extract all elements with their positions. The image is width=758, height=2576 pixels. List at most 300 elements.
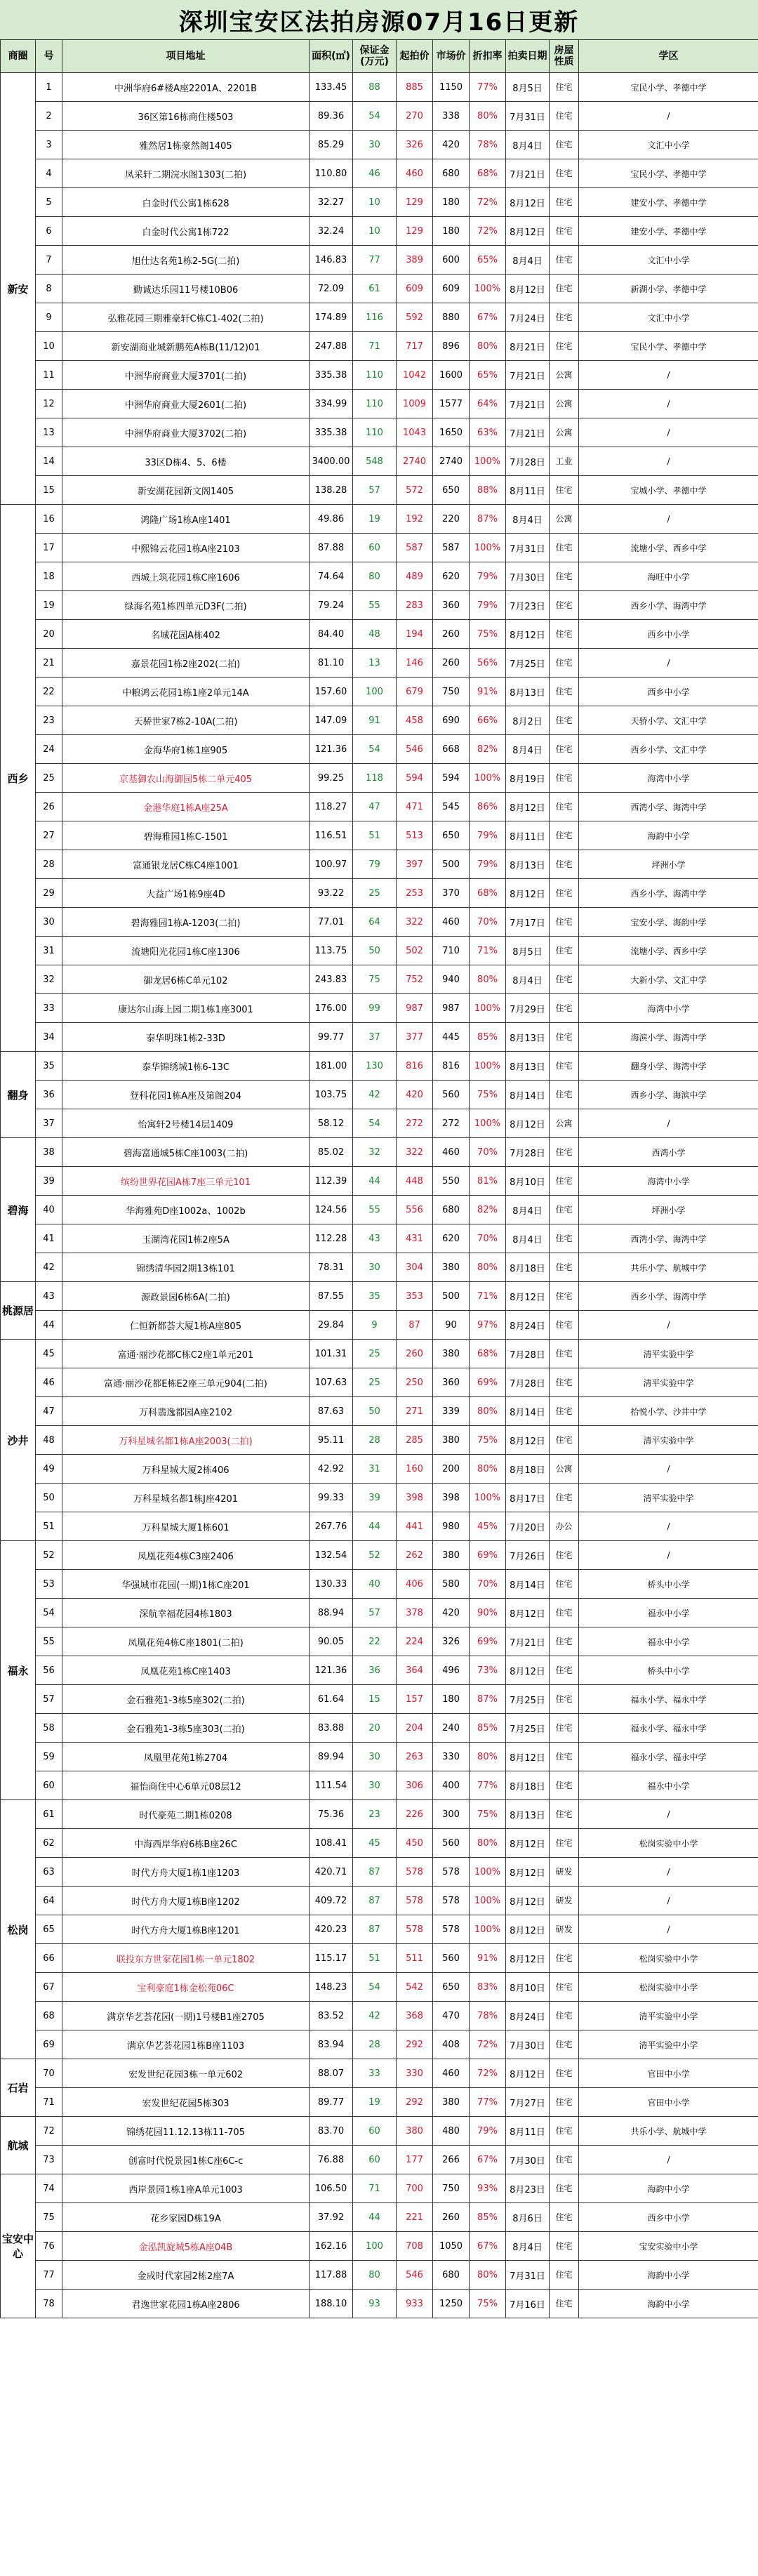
start-price-cell: 542	[397, 1973, 433, 2002]
address-cell: 36区第16栋商住楼503	[62, 102, 310, 131]
seq-cell: 75	[36, 2203, 62, 2232]
property-type-cell: 住宅	[550, 1253, 579, 1282]
start-price-cell: 885	[397, 73, 433, 102]
market-price-cell: 1050	[433, 2232, 470, 2261]
start-price-cell: 322	[397, 908, 433, 937]
school-cell: 拾悦小学、沙井中学	[579, 1397, 758, 1426]
start-price-cell: 160	[397, 1455, 433, 1484]
address-cell: 碧海雅园1栋A-1203(二拍)	[62, 908, 310, 937]
table-row	[1, 1109, 758, 1138]
school-cell: 松岗实验中小学	[579, 1944, 758, 1973]
school-cell: /	[579, 1858, 758, 1887]
table-row	[1, 390, 758, 418]
auction-date-cell: 7月26日	[506, 1541, 550, 1570]
deposit-cell: 44	[353, 2203, 397, 2232]
market-price-cell: 300	[433, 1800, 470, 1829]
discount-cell: 77%	[470, 2088, 506, 2117]
area-cell: 83.88	[310, 1714, 353, 1743]
start-price-cell: 1009	[397, 390, 433, 418]
discount-cell: 100%	[470, 275, 506, 303]
deposit-cell: 87	[353, 1915, 397, 1944]
discount-cell: 85%	[470, 2203, 506, 2232]
market-price-cell: 380	[433, 1541, 470, 1570]
school-cell: /	[579, 1800, 758, 1829]
address-cell: 金泓凯旋城5栋A座04B	[62, 2232, 310, 2261]
market-price-cell: 609	[433, 275, 470, 303]
auction-date-cell: 8月13日	[506, 1052, 550, 1081]
area-cell: 115.17	[310, 1944, 353, 1973]
school-cell: /	[579, 649, 758, 678]
table-body	[1, 73, 758, 2318]
area-cell: 124.56	[310, 1196, 353, 1224]
market-price-cell: 380	[433, 1340, 470, 1368]
seq-cell: 56	[36, 1656, 62, 1685]
discount-cell: 100%	[470, 447, 506, 476]
seq-cell: 44	[36, 1311, 62, 1340]
market-price-cell: 408	[433, 2030, 470, 2059]
auction-date-cell: 8月5日	[506, 73, 550, 102]
seq-cell: 62	[36, 1829, 62, 1858]
deposit-cell: 57	[353, 1599, 397, 1627]
start-price-cell: 368	[397, 2002, 433, 2030]
auction-date-cell: 8月4日	[506, 2232, 550, 2261]
deposit-cell: 116	[353, 303, 397, 332]
discount-cell: 80%	[470, 1743, 506, 1771]
seq-cell: 71	[36, 2088, 62, 2117]
seq-cell: 7	[36, 246, 62, 275]
property-type-cell: 住宅	[550, 764, 579, 793]
address-cell: 中粮鸿云花园1栋1座2单元14A	[62, 678, 310, 706]
property-type-cell: 住宅	[550, 1656, 579, 1685]
auction-date-cell: 7月21日	[506, 418, 550, 447]
auction-date-cell: 8月18日	[506, 1455, 550, 1484]
table-row	[1, 821, 758, 850]
start-price-cell: 272	[397, 1109, 433, 1138]
property-type-cell: 住宅	[550, 2059, 579, 2088]
discount-cell: 75%	[470, 1800, 506, 1829]
seq-cell: 72	[36, 2117, 62, 2146]
header-market-price: 市场价	[433, 40, 470, 73]
property-type-cell: 住宅	[550, 1023, 579, 1052]
seq-cell: 13	[36, 418, 62, 447]
table-row	[1, 1282, 758, 1311]
auction-date-cell: 8月14日	[506, 1570, 550, 1599]
deposit-cell: 57	[353, 476, 397, 505]
address-cell: 富通银龙居C栋C4座1001	[62, 850, 310, 879]
table-row	[1, 1426, 758, 1455]
area-cell: 335.38	[310, 361, 353, 390]
address-cell: 勤诚达乐园11号楼10B06	[62, 275, 310, 303]
property-type-cell: 住宅	[550, 735, 579, 764]
district-cell: 宝安中心	[1, 2174, 36, 2318]
auction-date-cell: 8月18日	[506, 1771, 550, 1800]
start-price-cell: 146	[397, 649, 433, 678]
deposit-cell: 54	[353, 1973, 397, 2002]
address-cell: 中海西岸华府6栋B座26C	[62, 1829, 310, 1858]
address-cell: 西城上筑花园1栋C座1606	[62, 562, 310, 591]
school-cell: 建安小学、孝德中学	[579, 217, 758, 246]
auction-date-cell: 8月4日	[506, 505, 550, 534]
discount-cell: 65%	[470, 361, 506, 390]
deposit-cell: 40	[353, 1570, 397, 1599]
deposit-cell: 44	[353, 1167, 397, 1196]
area-cell: 147.09	[310, 706, 353, 735]
table-row	[1, 1253, 758, 1282]
table-row	[1, 850, 758, 879]
table-row	[1, 1887, 758, 1915]
table-row	[1, 1743, 758, 1771]
start-price-cell: 546	[397, 2261, 433, 2290]
property-type-cell: 住宅	[550, 246, 579, 275]
discount-cell: 72%	[470, 217, 506, 246]
auction-date-cell: 7月27日	[506, 2088, 550, 2117]
auction-date-cell: 7月28日	[506, 447, 550, 476]
district-cell: 航城	[1, 2117, 36, 2174]
auction-date-cell: 8月18日	[506, 1253, 550, 1282]
school-cell: 流塘小学、西乡中学	[579, 937, 758, 965]
discount-cell: 100%	[470, 1109, 506, 1138]
auction-date-cell: 8月4日	[506, 735, 550, 764]
auction-date-cell: 8月12日	[506, 217, 550, 246]
start-price-cell: 353	[397, 1282, 433, 1311]
header-property-type: 房屋性质	[550, 40, 579, 73]
auction-date-cell: 7月21日	[506, 361, 550, 390]
discount-cell: 100%	[470, 534, 506, 562]
property-type-cell: 住宅	[550, 1771, 579, 1800]
deposit-cell: 51	[353, 821, 397, 850]
property-type-cell: 住宅	[550, 1397, 579, 1426]
seq-cell: 12	[36, 390, 62, 418]
school-cell: 福永中小学	[579, 1599, 758, 1627]
market-price-cell: 380	[433, 1426, 470, 1455]
property-type-cell: 住宅	[550, 1599, 579, 1627]
table-row	[1, 1340, 758, 1368]
start-price-cell: 458	[397, 706, 433, 735]
deposit-cell: 25	[353, 879, 397, 908]
market-price-cell: 326	[433, 1627, 470, 1656]
auction-date-cell: 7月30日	[506, 562, 550, 591]
area-cell: 132.54	[310, 1541, 353, 1570]
start-price-cell: 431	[397, 1224, 433, 1253]
table-row	[1, 937, 758, 965]
property-type-cell: 住宅	[550, 275, 579, 303]
seq-cell: 16	[36, 505, 62, 534]
discount-cell: 80%	[470, 332, 506, 361]
deposit-cell: 71	[353, 2174, 397, 2203]
table-row	[1, 1512, 758, 1541]
property-type-cell: 住宅	[550, 1167, 579, 1196]
district-cell: 桃源居	[1, 1282, 36, 1340]
area-cell: 42.92	[310, 1455, 353, 1484]
table-row	[1, 1196, 758, 1224]
area-cell: 111.54	[310, 1771, 353, 1800]
market-price-cell: 338	[433, 102, 470, 131]
seq-cell: 6	[36, 217, 62, 246]
start-price-cell: 377	[397, 1023, 433, 1052]
discount-cell: 71%	[470, 1282, 506, 1311]
auction-date-cell: 7月28日	[506, 1340, 550, 1368]
auction-date-cell: 7月21日	[506, 390, 550, 418]
seq-cell: 51	[36, 1512, 62, 1541]
table-row	[1, 1627, 758, 1656]
school-cell: 海湾中小学	[579, 994, 758, 1023]
market-price-cell: 750	[433, 2174, 470, 2203]
start-price-cell: 304	[397, 1253, 433, 1282]
auction-date-cell: 8月12日	[506, 879, 550, 908]
start-price-cell: 752	[397, 965, 433, 994]
area-cell: 32.24	[310, 217, 353, 246]
start-price-cell: 322	[397, 1138, 433, 1167]
area-cell: 108.41	[310, 1829, 353, 1858]
area-cell: 83.94	[310, 2030, 353, 2059]
deposit-cell: 93	[353, 2290, 397, 2318]
market-price-cell: 1650	[433, 418, 470, 447]
property-type-cell: 研发	[550, 1858, 579, 1887]
area-cell: 93.22	[310, 879, 353, 908]
address-cell: 弘雅花园三期雅豪轩C栋C1-402(二拍)	[62, 303, 310, 332]
school-cell: 海韵中小学	[579, 2174, 758, 2203]
school-cell: 福永小学、福永中学	[579, 1743, 758, 1771]
address-cell: 万科星城大厦1栋601	[62, 1512, 310, 1541]
auction-date-cell: 8月12日	[506, 1282, 550, 1311]
discount-cell: 77%	[470, 73, 506, 102]
market-price-cell: 90	[433, 1311, 470, 1340]
auction-date-cell: 7月31日	[506, 102, 550, 131]
seq-cell: 35	[36, 1052, 62, 1081]
seq-cell: 33	[36, 994, 62, 1023]
deposit-cell: 15	[353, 1685, 397, 1714]
property-type-cell: 住宅	[550, 1138, 579, 1167]
deposit-cell: 100	[353, 678, 397, 706]
area-cell: 88.94	[310, 1599, 353, 1627]
discount-cell: 91%	[470, 1944, 506, 1973]
start-price-cell: 253	[397, 879, 433, 908]
area-cell: 95.11	[310, 1426, 353, 1455]
header-district: 商圈	[1, 40, 36, 73]
address-cell: 福怡商住中心6单元08层12	[62, 1771, 310, 1800]
seq-cell: 40	[36, 1196, 62, 1224]
auction-date-cell: 7月25日	[506, 1714, 550, 1743]
address-cell: 仁恒新都荟大厦1栋A座805	[62, 1311, 310, 1340]
deposit-cell: 42	[353, 1081, 397, 1109]
discount-cell: 70%	[470, 1224, 506, 1253]
property-type-cell: 住宅	[550, 2002, 579, 2030]
market-price-cell: 560	[433, 1081, 470, 1109]
market-price-cell: 690	[433, 706, 470, 735]
start-price-cell: 306	[397, 1771, 433, 1800]
property-type-cell: 住宅	[550, 678, 579, 706]
deposit-cell: 54	[353, 1109, 397, 1138]
property-type-cell: 公寓	[550, 1109, 579, 1138]
school-cell: 海韵中小学	[579, 2261, 758, 2290]
address-cell: 缤纷世界花园A栋7座三单元101	[62, 1167, 310, 1196]
property-type-cell: 住宅	[550, 1484, 579, 1512]
address-cell: 宏发世纪花园3栋一单元602	[62, 2059, 310, 2088]
property-type-cell: 住宅	[550, 1570, 579, 1599]
address-cell: 万科星城大厦2栋406	[62, 1455, 310, 1484]
market-price-cell: 987	[433, 994, 470, 1023]
discount-cell: 75%	[470, 620, 506, 649]
seq-cell: 73	[36, 2146, 62, 2174]
discount-cell: 79%	[470, 562, 506, 591]
start-price-cell: 224	[397, 1627, 433, 1656]
start-price-cell: 226	[397, 1800, 433, 1829]
table-row	[1, 418, 758, 447]
address-cell: 中洲华府商业大厦3702(二拍)	[62, 418, 310, 447]
address-cell: 西岸景园1栋1座A单元1003	[62, 2174, 310, 2203]
discount-cell: 100%	[470, 1915, 506, 1944]
auction-date-cell: 8月4日	[506, 1224, 550, 1253]
start-price-cell: 420	[397, 1081, 433, 1109]
school-cell: /	[579, 2146, 758, 2174]
property-type-cell: 住宅	[550, 1224, 579, 1253]
address-cell: 中洲华府商业大厦2601(二拍)	[62, 390, 310, 418]
market-price-cell: 560	[433, 1829, 470, 1858]
market-price-cell: 240	[433, 1714, 470, 1743]
discount-cell: 75%	[470, 1081, 506, 1109]
deposit-cell: 54	[353, 735, 397, 764]
market-price-cell: 445	[433, 1023, 470, 1052]
school-cell: 西乡小学、文汇中学	[579, 735, 758, 764]
auction-date-cell: 8月11日	[506, 2117, 550, 2146]
discount-cell: 80%	[470, 1253, 506, 1282]
address-cell: 金海华府1栋1座905	[62, 735, 310, 764]
area-cell: 130.33	[310, 1570, 353, 1599]
school-cell: 宝安小学、海韵中学	[579, 908, 758, 937]
property-type-cell: 住宅	[550, 1282, 579, 1311]
seq-cell: 19	[36, 591, 62, 620]
school-cell: 官田中小学	[579, 2088, 758, 2117]
school-cell: 宝安实验中小学	[579, 2232, 758, 2261]
deposit-cell: 28	[353, 2030, 397, 2059]
property-type-cell: 住宅	[550, 332, 579, 361]
start-price-cell: 546	[397, 735, 433, 764]
start-price-cell: 578	[397, 1858, 433, 1887]
table-row	[1, 591, 758, 620]
auction-date-cell: 7月25日	[506, 1685, 550, 1714]
area-cell: 99.25	[310, 764, 353, 793]
area-cell: 243.83	[310, 965, 353, 994]
auction-date-cell: 8月12日	[506, 793, 550, 821]
school-cell: /	[579, 505, 758, 534]
school-cell: 海韵中小学	[579, 821, 758, 850]
seq-cell: 14	[36, 447, 62, 476]
seq-cell: 48	[36, 1426, 62, 1455]
seq-cell: 4	[36, 159, 62, 188]
table-header-row	[1, 40, 758, 73]
seq-cell: 37	[36, 1109, 62, 1138]
deposit-cell: 71	[353, 332, 397, 361]
deposit-cell: 110	[353, 418, 397, 447]
discount-cell: 79%	[470, 591, 506, 620]
address-cell: 绿海名苑1栋四单元D3F(二拍)	[62, 591, 310, 620]
deposit-cell: 46	[353, 159, 397, 188]
property-type-cell: 住宅	[550, 793, 579, 821]
market-price-cell: 680	[433, 159, 470, 188]
table-row	[1, 678, 758, 706]
deposit-cell: 110	[353, 390, 397, 418]
seq-cell: 31	[36, 937, 62, 965]
area-cell: 83.52	[310, 2002, 353, 2030]
area-cell: 146.83	[310, 246, 353, 275]
property-type-cell: 公寓	[550, 390, 579, 418]
table-row	[1, 2002, 758, 2030]
table-row	[1, 188, 758, 217]
property-type-cell: 住宅	[550, 1426, 579, 1455]
address-cell: 富通·丽沙花都C栋C2座1单元201	[62, 1340, 310, 1368]
deposit-cell: 51	[353, 1944, 397, 1973]
market-price-cell: 880	[433, 303, 470, 332]
deposit-cell: 50	[353, 1397, 397, 1426]
table-row	[1, 649, 758, 678]
start-price-cell: 816	[397, 1052, 433, 1081]
deposit-cell: 75	[353, 965, 397, 994]
market-price-cell: 460	[433, 908, 470, 937]
start-price-cell: 87	[397, 1311, 433, 1340]
school-cell: 西乡小学、海湾中学	[579, 879, 758, 908]
market-price-cell: 330	[433, 1743, 470, 1771]
discount-cell: 100%	[470, 1858, 506, 1887]
seq-cell: 25	[36, 764, 62, 793]
market-price-cell: 940	[433, 965, 470, 994]
address-cell: 创富时代悦景园1栋C座6C-c	[62, 2146, 310, 2174]
area-cell: 420.23	[310, 1915, 353, 1944]
school-cell: /	[579, 361, 758, 390]
seq-cell: 49	[36, 1455, 62, 1484]
property-type-cell: 住宅	[550, 131, 579, 159]
market-price-cell: 816	[433, 1052, 470, 1081]
school-cell: 共乐小学、航城中学	[579, 1253, 758, 1282]
address-cell: 万科星城名都1栋J座4201	[62, 1484, 310, 1512]
auction-date-cell: 8月10日	[506, 1167, 550, 1196]
market-price-cell: 500	[433, 850, 470, 879]
table-row	[1, 764, 758, 793]
school-cell: 西乡中小学	[579, 620, 758, 649]
area-cell: 85.02	[310, 1138, 353, 1167]
market-price-cell: 420	[433, 131, 470, 159]
discount-cell: 82%	[470, 735, 506, 764]
start-price-cell: 450	[397, 1829, 433, 1858]
school-cell: 西乡小学、海湾中学	[579, 1282, 758, 1311]
auction-date-cell: 7月28日	[506, 1368, 550, 1397]
discount-cell: 69%	[470, 1541, 506, 1570]
discount-cell: 70%	[470, 908, 506, 937]
seq-cell: 54	[36, 1599, 62, 1627]
discount-cell: 100%	[470, 1887, 506, 1915]
auction-date-cell: 8月10日	[506, 1973, 550, 2002]
area-cell: 61.64	[310, 1685, 353, 1714]
start-price-cell: 708	[397, 2232, 433, 2261]
area-cell: 77.01	[310, 908, 353, 937]
start-price-cell: 271	[397, 1397, 433, 1426]
deposit-cell: 19	[353, 505, 397, 534]
deposit-cell: 10	[353, 217, 397, 246]
auction-date-cell: 8月12日	[506, 1599, 550, 1627]
start-price-cell: 592	[397, 303, 433, 332]
table-row	[1, 2146, 758, 2174]
area-cell: 87.55	[310, 1282, 353, 1311]
area-cell: 335.38	[310, 418, 353, 447]
district-cell: 沙井	[1, 1340, 36, 1541]
seq-cell: 66	[36, 1944, 62, 1973]
address-cell: 君逸世家花园1栋A座2806	[62, 2290, 310, 2318]
school-cell: 清平实验中学	[579, 1426, 758, 1455]
area-cell: 87.63	[310, 1397, 353, 1426]
address-cell: 凤凰花苑4栋C座1801(二拍)	[62, 1627, 310, 1656]
table-row	[1, 275, 758, 303]
auction-date-cell: 7月31日	[506, 2261, 550, 2290]
auction-date-cell: 8月24日	[506, 2002, 550, 2030]
